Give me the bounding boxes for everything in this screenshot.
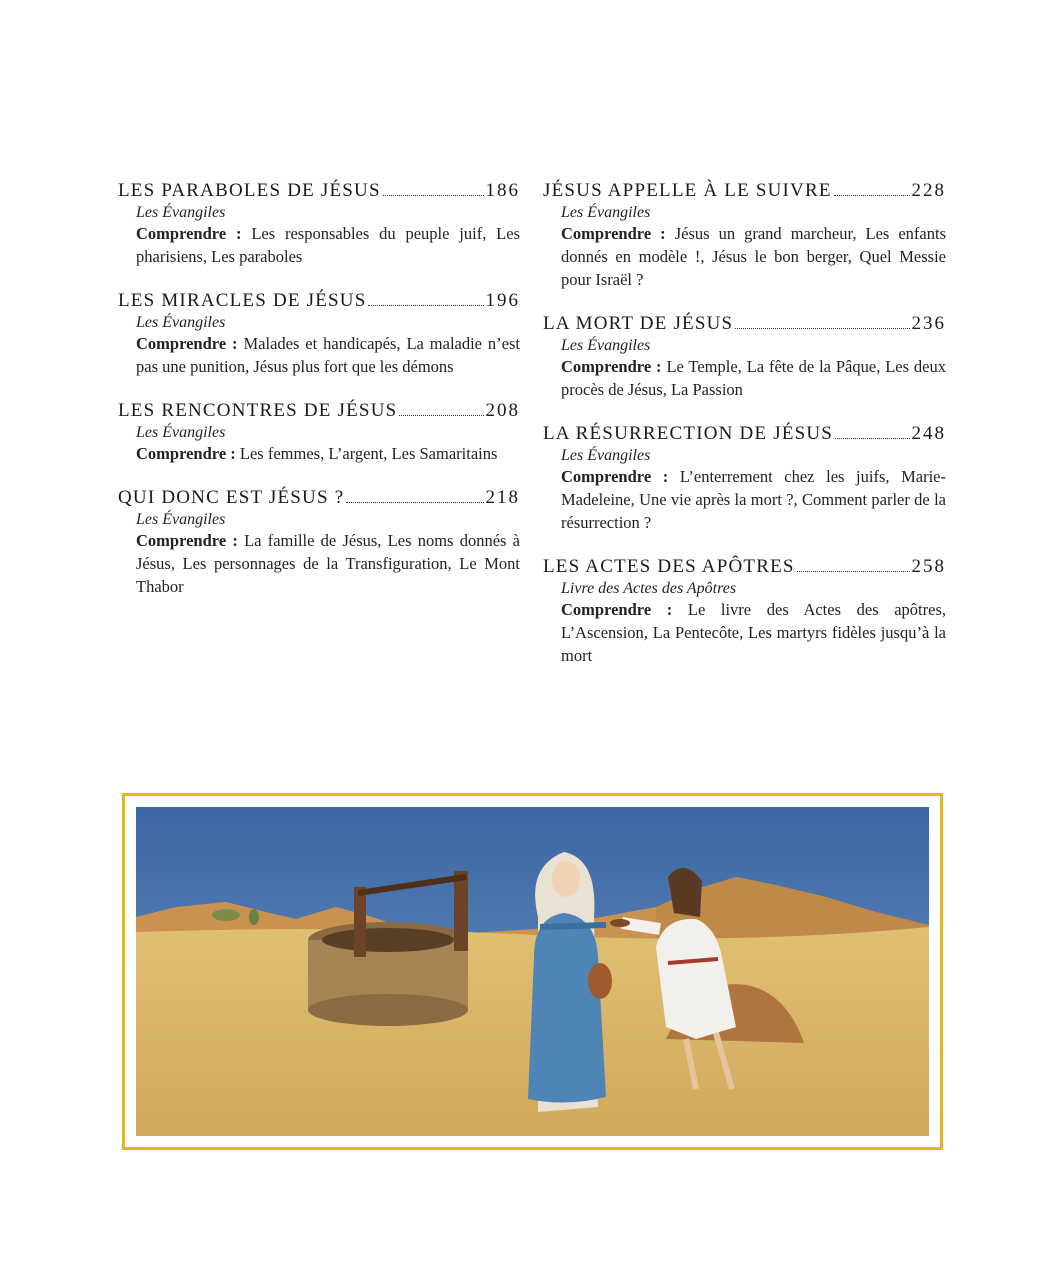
toc-comprendre-label: Comprendre : [561,224,666,243]
toc-page-number: 218 [485,487,520,508]
toc-description-text: Le livre des Actes des apôtres, L’Ascension, La Pentecôte, Les martyrs fidèles jusqu’à la mort [561,600,947,665]
toc-comprendre-label: Comprendre : [136,531,238,550]
toc-description-text: La famille de Jésus, Les noms donnés à Jésus, Les personnages de la Transfiguration, Le Mont Thabor [136,531,520,596]
toc-title-line [118,487,520,509]
toc-source: Les Évangiles [561,204,651,221]
toc-source: Les Évangiles [136,511,226,528]
toc-leader-dots [368,305,483,306]
tree [249,909,259,925]
toc-leader-dots [383,195,484,196]
toc-description [118,442,520,465]
toc-title: JÉSUS APPELLE À LE SUIVRE [543,180,832,201]
toc-page-number: 228 [911,180,946,201]
toc-leader-dots [797,571,910,572]
toc-leader-dots [834,195,910,196]
toc-source: Les Évangiles [561,447,651,464]
well-scene-illustration [136,807,929,1136]
toc-description [543,465,946,534]
toc-right-column [543,180,946,689]
toc-title: LES ACTES DES APÔTRES [543,556,795,577]
toc-page-number: 186 [485,180,520,201]
toc-entry-actes[interactable] [543,556,946,667]
toc-entry-mort[interactable] [543,313,946,401]
toc-entry-rencontres[interactable] [118,400,520,465]
toc-entry-appelle[interactable] [543,180,946,291]
toc-title: LES RENCONTRES DE JÉSUS [118,400,398,421]
toc-title: LES PARABOLES DE JÉSUS [118,180,381,201]
toc-leader-dots [399,415,483,416]
toc-description-text: Les responsables du peuple juif, Les pharisiens, Les paraboles [136,224,521,266]
toc-title-line [543,180,946,202]
toc-description [118,529,520,598]
toc-description [543,355,946,401]
tree [212,909,240,921]
toc-source: Livre des Actes des Apôtres [561,580,737,597]
toc-title-line [543,556,946,578]
toc-description [543,222,946,291]
toc-title-line [118,400,520,422]
toc-title: LA RÉSURRECTION DE JÉSUS [543,423,834,444]
toc-title-line [118,290,520,312]
toc-page-number: 208 [485,400,520,421]
toc-title-line [118,180,520,202]
toc-source: Les Évangiles [561,337,651,354]
toc-source: Les Évangiles [136,424,226,441]
toc-description [118,222,520,268]
toc-title: LA MORT DE JÉSUS [543,313,734,334]
toc-entry-qui-donc[interactable] [118,487,520,598]
toc-left-column [118,180,520,620]
toc-comprendre-label: Comprendre : [561,600,673,619]
toc-description [118,332,520,378]
toc-description-text: Les femmes, L’argent, Les Samaritains [239,444,498,463]
toc-comprendre-label: Comprendre : [136,224,242,243]
toc-page-number: 196 [485,290,520,311]
toc-description-text: Jésus un grand marcheur, Les enfants donnés en modèle !, Jésus le bon berger, Quel Messie pour Israël ? [561,224,946,289]
toc-page-number: 236 [911,313,946,334]
toc-source: Les Évangiles [136,314,226,331]
toc-title: LES MIRACLES DE JÉSUS [118,290,367,311]
toc-description-text: L’enterrement chez les juifs, Marie-Madeleine, Une vie après la mort ?, Comment parler de la résurrection ? [561,467,946,532]
toc-leader-dots [735,328,909,329]
toc-description-text: Malades et handicapés, La maladie n’est pas une punition, Jésus plus fort que les démons [136,334,520,376]
toc-page-number: 258 [911,556,946,577]
toc-leader-dots [346,502,483,503]
toc-entry-miracles[interactable] [118,290,520,378]
toc-title: QUI DONC EST JÉSUS ? [118,487,345,508]
toc-description [543,598,946,667]
toc-entry-paraboles[interactable] [118,180,520,268]
toc-source: Les Évangiles [136,204,226,221]
toc-comprendre-label: Comprendre : [561,467,669,486]
toc-title-line [543,313,946,335]
toc-page-number: 248 [911,423,946,444]
toc-comprendre-label: Comprendre : [561,357,662,376]
toc-comprendre-label: Comprendre : [136,334,238,353]
toc-title-line [543,423,946,445]
toc-description-text: Le Temple, La fête de la Pâque, Les deux procès de Jésus, La Passion [561,357,947,399]
illustration-frame [122,793,943,1150]
toc-entry-resurrection[interactable] [543,423,946,534]
toc-comprendre-label: Comprendre : [136,444,236,463]
toc-leader-dots [835,438,909,439]
